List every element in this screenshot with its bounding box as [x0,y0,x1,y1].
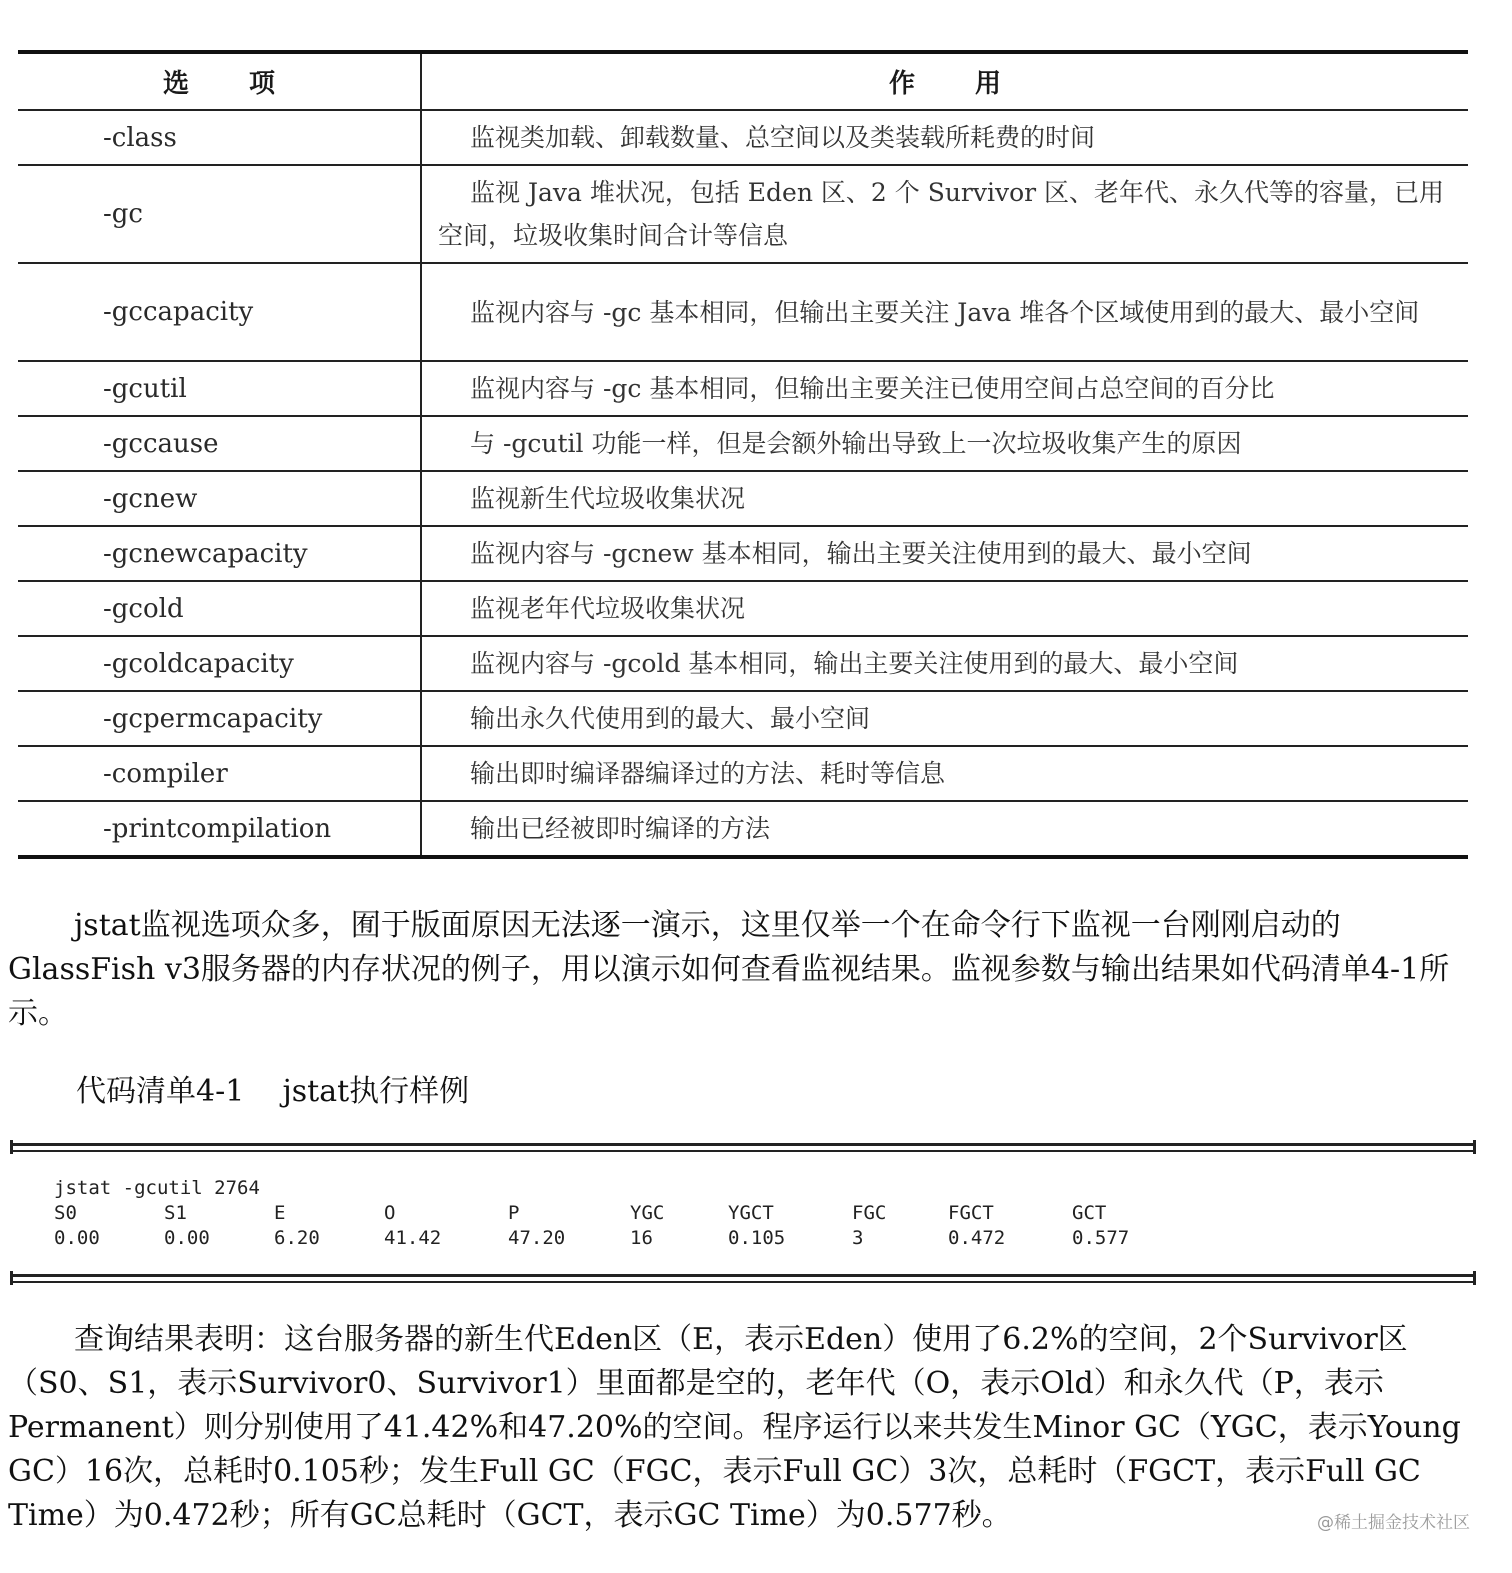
code-col-header: S1 [164,1202,187,1224]
table-header-row [18,52,1468,110]
watermark: @稀土掘金技术社区 [1317,1513,1470,1533]
result-paragraph: 查询结果表明：这台服务器的新生代Eden区（E，表示Eden）使用了6.2%的空间，2个Survivor区（S0、S1，表示Survivor0、Survivor1）里面都是空的，老年代（O，表示Old）和永久代（P，表示Permanent）则分别使用了41.42%和47.20%的空间。程序运行以来共发生Minor GC（YGC，表示Young GC）16次，总耗时0.105秒；发生Full GC（FGC，表示Full GC）3次，总耗时（FGCT，表示Full GC Time）为0.472秒；所有GC总耗时（GCT，表示GC Time）为0.577秒。 [8,1322,1461,1533]
table-row [18,471,1468,526]
option-cell: -gc [18,165,421,263]
description-cell: 输出已经被即时编译的方法 [421,801,1468,857]
listing-label: 代码清单4-1 [76,1074,245,1109]
description-cell: 监视新生代垃圾收集状况 [421,471,1468,526]
table-row [18,691,1468,746]
code-value: 3 [852,1227,864,1249]
option-cell: -gcpermcapacity [18,691,421,746]
option-cell: -printcompilation [18,801,421,857]
table-row [18,110,1468,165]
code-col-header: FGC [852,1202,887,1224]
header-purpose: 作用 [421,52,1468,110]
description-cell: 监视类加载、卸载数量、总空间以及类装载所耗费的时间 [421,110,1468,165]
code-col-header: YGC [630,1202,665,1224]
table-row [18,416,1468,471]
code-col-header: GCT [1072,1202,1107,1224]
code-value: 16 [630,1227,653,1249]
header-option: 选项 [18,52,421,110]
description-cell: 监视内容与 -gc 基本相同，但输出主要关注 Java 堆各个区域使用到的最大、最小空间 [421,263,1468,361]
table-row [18,165,1468,263]
code-command: jstat -gcutil 2764 [54,1177,260,1199]
code-block [54,1176,1172,1251]
code-bottom-rule [10,1274,1476,1283]
table-row [18,636,1468,691]
description-cell: 与 -gcutil 功能一样，但是会额外输出导致上一次垃圾收集产生的原因 [421,416,1468,471]
code-value: 0.00 [164,1227,210,1249]
code-value: 0.577 [1072,1227,1130,1249]
code-col-header: O [384,1202,396,1224]
option-cell: -compiler [18,746,421,801]
code-value: 0.00 [54,1227,100,1249]
code-col-header: S0 [54,1202,77,1224]
option-cell: -gccause [18,416,421,471]
listing-title: jstat执行样例 [282,1074,470,1109]
description-cell: 监视内容与 -gcnew 基本相同，输出主要关注使用到的最大、最小空间 [421,526,1468,581]
description-cell: 输出即时编译器编译过的方法、耗时等信息 [421,746,1468,801]
description-cell: 监视内容与 -gc 基本相同，但输出主要关注已使用空间占总空间的百分比 [421,361,1468,416]
option-cell: -gcutil [18,361,421,416]
code-col-header: FGCT [948,1202,994,1224]
code-col-header: P [508,1202,520,1224]
description-cell: 监视内容与 -gcold 基本相同，输出主要关注使用到的最大、最小空间 [421,636,1468,691]
table-row [18,581,1468,636]
options-table [18,50,1468,859]
code-col-header: YGCT [728,1202,774,1224]
intro-paragraph: jstat监视选项众多，囿于版面原因无法逐一演示，这里仅举一个在命令行下监视一台刚刚启动的GlassFish v3服务器的内存状况的例子，用以演示如何查看监视结果。监视参数与输出结果如代码清单4-1所示。 [8,908,1450,1031]
option-cell: -gcoldcapacity [18,636,421,691]
table-row [18,746,1468,801]
option-cell: -gccapacity [18,263,421,361]
code-col-header: E [274,1202,286,1224]
option-cell: -gcnew [18,471,421,526]
listing-caption [76,1066,469,1110]
code-header-row [54,1201,1172,1226]
code-value-row [54,1226,1172,1251]
code-value: 0.472 [948,1227,1006,1249]
code-value: 41.42 [384,1227,442,1249]
table-row [18,361,1468,416]
description-cell: 监视 Java 堆状况，包括 Eden 区、2 个 Survivor 区、老年代、永久代等的容量，已用空间，垃圾收集时间合计等信息 [421,165,1468,263]
code-top-rule [10,1143,1476,1152]
code-value: 0.105 [728,1227,786,1249]
code-value: 47.20 [508,1227,566,1249]
option-cell: -class [18,110,421,165]
option-cell: -gcnewcapacity [18,526,421,581]
table-row [18,801,1468,857]
table-row [18,526,1468,581]
table-row [18,263,1468,361]
code-value: 6.20 [274,1227,320,1249]
description-cell: 输出永久代使用到的最大、最小空间 [421,691,1468,746]
option-cell: -gcold [18,581,421,636]
description-cell: 监视老年代垃圾收集状况 [421,581,1468,636]
